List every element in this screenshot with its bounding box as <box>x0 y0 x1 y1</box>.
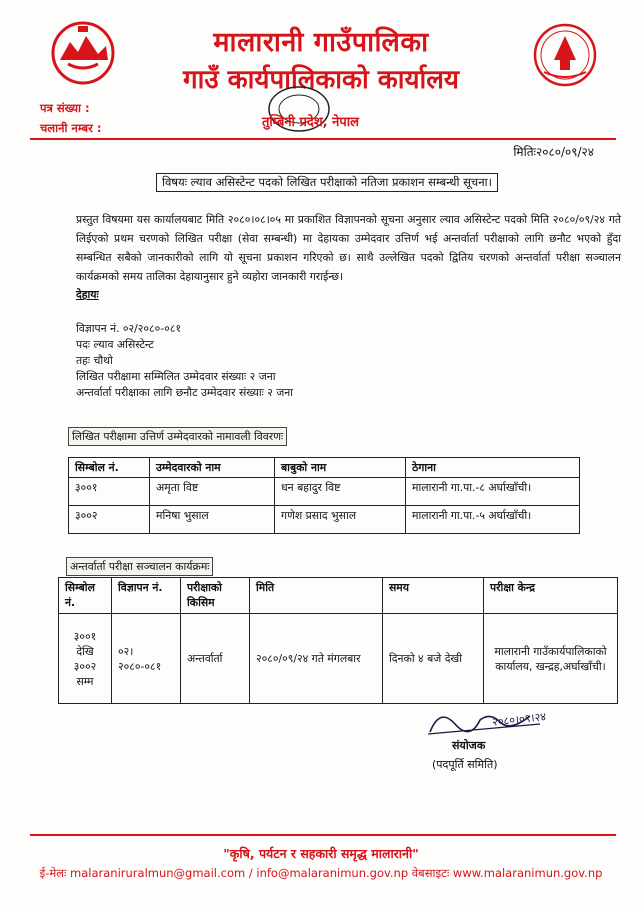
schedule-label: अन्तर्वार्ता परीक्षा सञ्चालन कार्यक्रमः <box>66 557 213 576</box>
results-header-row <box>69 458 580 478</box>
letter-date: मितिः२०८०/०९/२४ <box>513 145 594 159</box>
table-row <box>69 478 580 506</box>
detail-level: तहः चौथो <box>76 354 113 367</box>
schedule-table <box>58 577 618 704</box>
cell-adv-no: ०२।२०८०-०८१ <box>112 614 181 704</box>
signatory-title: संयोजक <box>452 739 486 752</box>
cell-center: मालारानी गाउँकार्यपालिकाको कार्यालय, खन्द्रह,अर्घाखाँची। <box>484 614 618 704</box>
cell-symbol: ३००१ <box>69 478 150 506</box>
office-address: तुम्बिनी प्रदेश, नेपाल <box>262 115 359 130</box>
letter-no-label: पत्र संख्या : <box>40 101 90 115</box>
results-table <box>68 457 580 534</box>
results-label: लिखित परीक्षामा उत्तिर्ण उम्मेदवारको नामावली विवरणः <box>68 427 287 446</box>
col-adv-no: विज्ञापन नं. <box>112 578 181 614</box>
body-paragraph: प्रस्तुत विषयमा यस कार्यालयबाट मिति २०८०।०८।०५ मा प्रकाशित विज्ञापनको सूचना अनुसार ल्याव असिस्टेन्ट पदको मिति २०८०/०९/२४ गते लिईएको प्रथम चरणको लिखित परीक्षा (सेवा सम्बन्धी) मा देहायका उम्मेदवार उत्तिर्ण भई अन्तर्वार्ता परीक्षाको लागि छनौट भएको हुँदा सम्बन्धित सबैको जानकारीको लागि यो सूचना प्रकाशन गरिएको छ। साथै उल्लेखित पदको द्वितिय चरणको अन्तर्वार्ता परीक्षा सञ्चालन कार्यक्रमको समय तालिका देहायानुसार हुने व्यहोरा जानकारी गराईन्छ। <box>76 213 621 283</box>
col-symbol: सिम्बोल नं. <box>59 578 112 614</box>
signature-date: २०८०।०९।२४ <box>491 710 547 729</box>
footer-divider <box>30 834 616 836</box>
col-address: ठेगाना <box>406 458 580 478</box>
detail-interview-count: अन्तर्वार्ता परीक्षाका लागि छनौट उम्मेदवार संख्याः २ जना <box>76 386 294 399</box>
org-name: मालारानी गाउँपालिका <box>213 27 429 58</box>
committee-name: (पदपूर्ति समिति) <box>432 758 498 771</box>
cell-candidate: अमृता विष्ट <box>150 478 275 506</box>
cell-time: दिनको ४ बजे देखी <box>383 614 484 704</box>
footer-contact: ई-मेलः malaraniruralmun@gmail.com / info@malaranimun.gov.np वेबसाइटः www.malaranimun.gov.np <box>39 866 603 880</box>
col-center: परीक्षा केन्द्र <box>484 578 618 614</box>
office-name: गाउँ कार्यपालिकाको कार्यालय <box>183 65 459 95</box>
col-exam-type: परीक्षाको किसिम <box>181 578 250 614</box>
schedule-header-row <box>59 578 618 614</box>
cell-address: मालारानी गा.पा.-८ अर्घाखाँची। <box>406 478 580 506</box>
cell-father: गणेश प्रसाद भुसाल <box>275 506 406 534</box>
cell-symbol: ३००१ देखि ३००२ सम्म <box>59 614 112 704</box>
dehay-heading: देहायः <box>76 288 99 301</box>
col-time: समय <box>383 578 484 614</box>
cell-address: मालारानी गा.पा.-५ अर्घाखाँची। <box>406 506 580 534</box>
col-candidate: उम्मेदवारको नाम <box>150 458 275 478</box>
cell-date: २०८०/०९/२४ गते मंगलबार <box>250 614 383 704</box>
detail-written-count: लिखित परीक्षामा सम्मिलित उम्मेदवार संख्याः २ जना <box>76 370 276 383</box>
subject-line: विषयः ल्याव असिस्टेन्ट पदको लिखित परीक्षाको नतिजा प्रकाशन सम्बन्धी सूचना। <box>156 173 498 192</box>
cell-father: धन बहादुर विष्ट <box>275 478 406 506</box>
header-divider <box>30 138 616 140</box>
table-row <box>69 506 580 534</box>
detail-post: पदः ल्याव असिस्टेन्ट <box>76 338 154 351</box>
cell-exam-type: अन्तर्वार्ता <box>181 614 250 704</box>
col-father: बाबुको नाम <box>275 458 406 478</box>
col-symbol: सिम्बोल नं. <box>69 458 150 478</box>
dispatch-no-label: चलानी नम्बर : <box>40 121 102 135</box>
detail-adv-no: विज्ञापन नं. ०२/२०८०-०८१ <box>76 322 181 335</box>
table-row <box>59 614 618 704</box>
footer-slogan: "कृषि, पर्यटन र सहकारी समृद्ध मालारानी" <box>223 846 419 861</box>
col-date: मिति <box>250 578 383 614</box>
cell-symbol: ३००२ <box>69 506 150 534</box>
cell-candidate: मनिषा भुसाल <box>150 506 275 534</box>
